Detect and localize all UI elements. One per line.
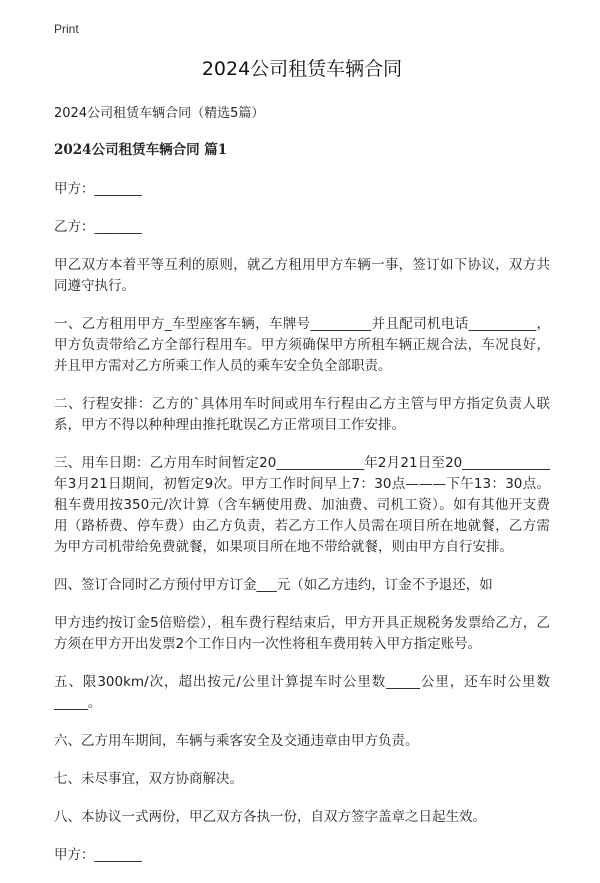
clause-4-continued-paragraph: 甲方违约按订金5倍赔偿），租车费行程结束后，甲方开具正规税务发票给乙方，乙方须在甲方开出发票2个工作日内一次性将租车费用转入甲方指定账号。	[54, 615, 550, 652]
clause-8-paragraph: 八、本协议一式两份，甲乙双方各执一份，自双方签字盖章之日起生效。	[54, 809, 486, 825]
clause-2-paragraph: 二、行程安排：乙方的`具体用车时间或用车行程由乙方主管与甲方指定负责人联系，甲方不得以种种理由推托耽误乙方正常项目工作安排。	[54, 396, 550, 433]
print-link[interactable]: Print	[54, 22, 79, 36]
clause-6-paragraph: 六、乙方用车期间，车辆与乘客安全及交通违章由甲方负责。	[54, 733, 419, 749]
party-b-line: 乙方：_______	[54, 219, 142, 235]
party-a-signature-line: 甲方：_______	[54, 847, 142, 863]
document	[54, 54, 550, 883]
clause-7-paragraph: 七、未尽事宜，双方协商解决。	[54, 771, 243, 787]
preamble-paragraph: 甲乙双方本着平等互利的原则，就乙方租用甲方车辆一事，签订如下协议，双方共同遵守执行。	[54, 257, 550, 294]
party-a-line: 甲方：_______	[54, 181, 142, 197]
clause-5-paragraph: 五、限300km/次，超出按元/公里计算提车时公里数_____公里，还车时公里数_____。	[54, 674, 550, 711]
document-title: 2024公司租赁车辆合同	[201, 58, 403, 80]
clause-4-paragraph: 四、签订合同时乙方预付甲方订金___元（如乙方违约，订金不予退还，如	[54, 577, 493, 593]
clause-3-paragraph: 三、用车日期：乙方用车时间暂定20_____________年2月21日至20_____________年3月21日期间，初暂定9次。甲方工作时间早上7：30点———下午13：30点。租车费用按350元/次计算（含车辆使用费、加油费、司机工资）。如有其他开支费用（路桥费、停车费）由乙方负责，若乙方工作人员需在项目所在地就餐，乙方需为甲方司机带给免费就餐，如果项目所在地不带给就餐，则由甲方自行安排。	[54, 455, 550, 555]
section-title: 2024公司租赁车辆合同 篇1	[54, 142, 228, 158]
clause-1-paragraph: 一、乙方租用甲方_车型座客车辆，车牌号_________并且配司机电话__________，甲方负责带给乙方全部行程用车。甲方须确保甲方所租车辆正规合法，车况良好，并且甲方需对乙方所乘工作人员的乘车安全负全部职责。	[54, 316, 550, 374]
document-subtitle: 2024公司租赁车辆合同（精选5篇）	[54, 106, 265, 121]
